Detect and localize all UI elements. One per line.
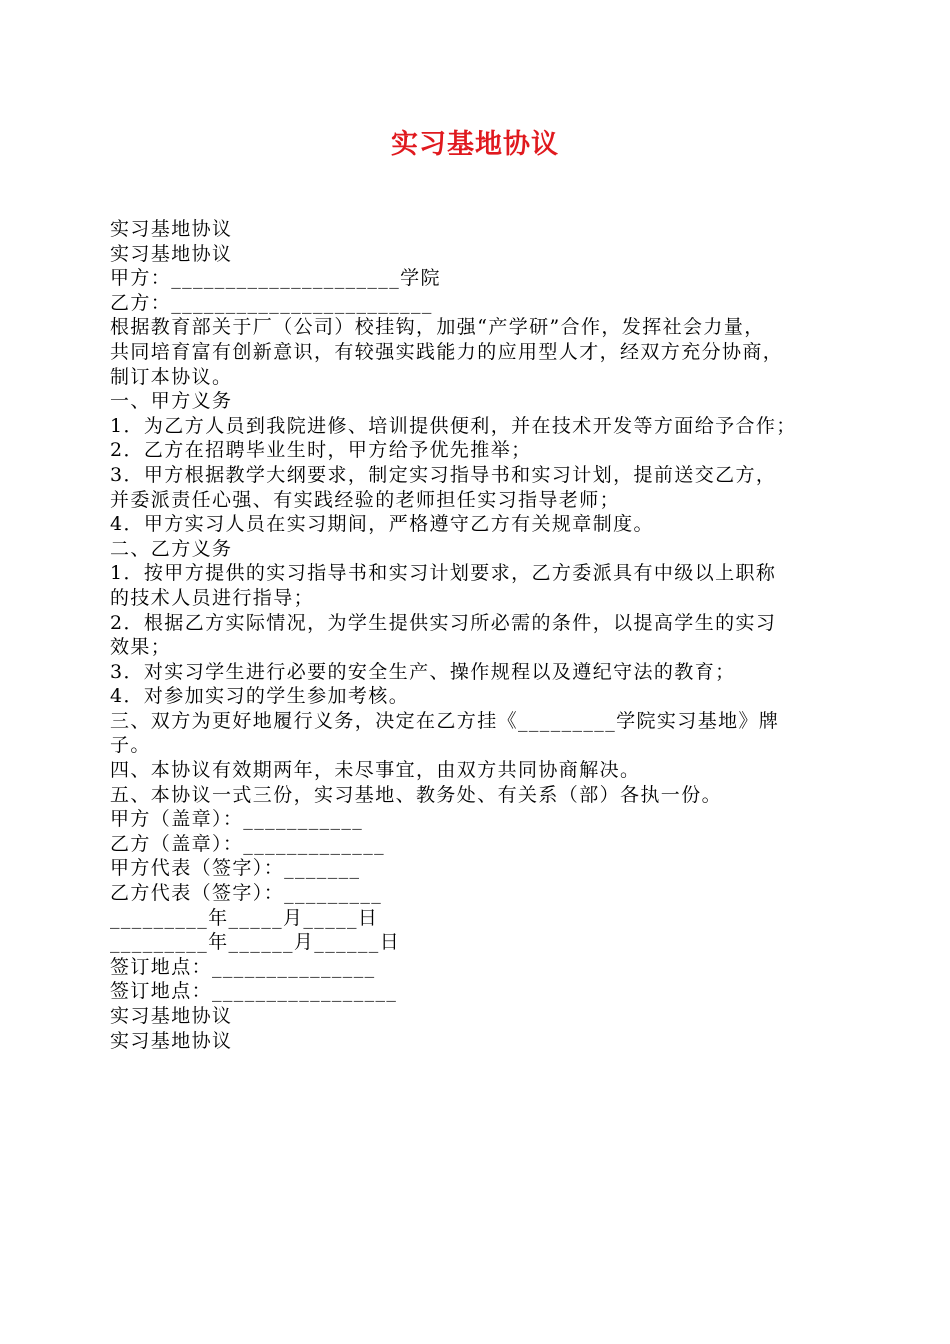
body-line: 共同培育富有创新意识，有较强实践能力的应用型人才，经双方充分协商，	[110, 340, 784, 363]
body-line: 实习基地协议	[110, 242, 233, 265]
body-line: 根据教育部关于厂（公司）校挂钩，加强“产学研”合作，发挥社会力量，	[110, 316, 765, 339]
document-body	[110, 217, 860, 1053]
body-line: 4．甲方实习人员在实习期间，严格遵守乙方有关规章制度。	[110, 513, 654, 536]
signature-field: 乙方代表（签字）：_________	[110, 882, 383, 905]
body-line: 1．按甲方提供的实习指导书和实习计划要求，乙方委派具有中级以上职称	[110, 562, 777, 585]
body-line: 3．对实习学生进行必要的安全生产、操作规程以及遵纪守法的教育；	[110, 660, 736, 683]
location-field: 签订地点：_______________	[110, 955, 376, 978]
body-line: 子。	[110, 734, 151, 757]
body-line: 的技术人员进行指导；	[110, 586, 315, 609]
body-line: 实习基地协议	[110, 218, 233, 240]
body-line: 2．根据乙方实际情况，为学生提供实习所必需的条件，以提高学生的实习	[110, 611, 777, 634]
body-line: 效果；	[110, 636, 172, 659]
party-b-line: 乙方：________________________	[110, 291, 433, 314]
body-line: 4．对参加实习的学生参加考核。	[110, 685, 410, 708]
body-line: 实习基地协议	[110, 1029, 233, 1052]
body-line: 实习基地协议	[110, 1005, 233, 1027]
signature-field: 甲方（盖章）：___________	[110, 808, 364, 831]
section-heading: 二、乙方义务	[110, 537, 233, 560]
signature-field: 乙方（盖章）：_____________	[110, 832, 386, 855]
party-a-line: 甲方：_____________________学院	[110, 267, 441, 290]
body-line: 3．甲方根据教学大纲要求，制定实习指导书和实习计划，提前送交乙方，	[110, 463, 777, 486]
body-line: 2．乙方在招聘毕业生时，甲方给予优先推举；	[110, 439, 532, 462]
document-title: 实习基地协议	[391, 129, 559, 160]
body-line: 1．为乙方人员到我院进修、培训提供便利，并在技术开发等方面给予合作；	[110, 414, 797, 437]
body-line: 并委派责任心强、有实践经验的老师担任实习指导老师；	[110, 488, 621, 511]
date-field: _________年_____月_____日	[110, 906, 379, 929]
date-field: _________年______月______日	[110, 931, 401, 954]
body-line: 四、本协议有效期两年，未尽事宜，由双方共同协商解决。	[110, 759, 641, 782]
signature-field: 甲方代表（签字）：_______	[110, 857, 361, 880]
section-heading: 一、甲方义务	[110, 390, 233, 413]
location-field: 签订地点：_________________	[110, 980, 398, 1003]
body-line: 五、本协议一式三份，实习基地、教务处、有关系（部）各执一份。	[110, 783, 723, 806]
body-line: 三、双方为更好地履行义务，决定在乙方挂《_________学院实习基地》牌	[110, 709, 780, 732]
body-line: 制订本协议。	[110, 365, 233, 388]
